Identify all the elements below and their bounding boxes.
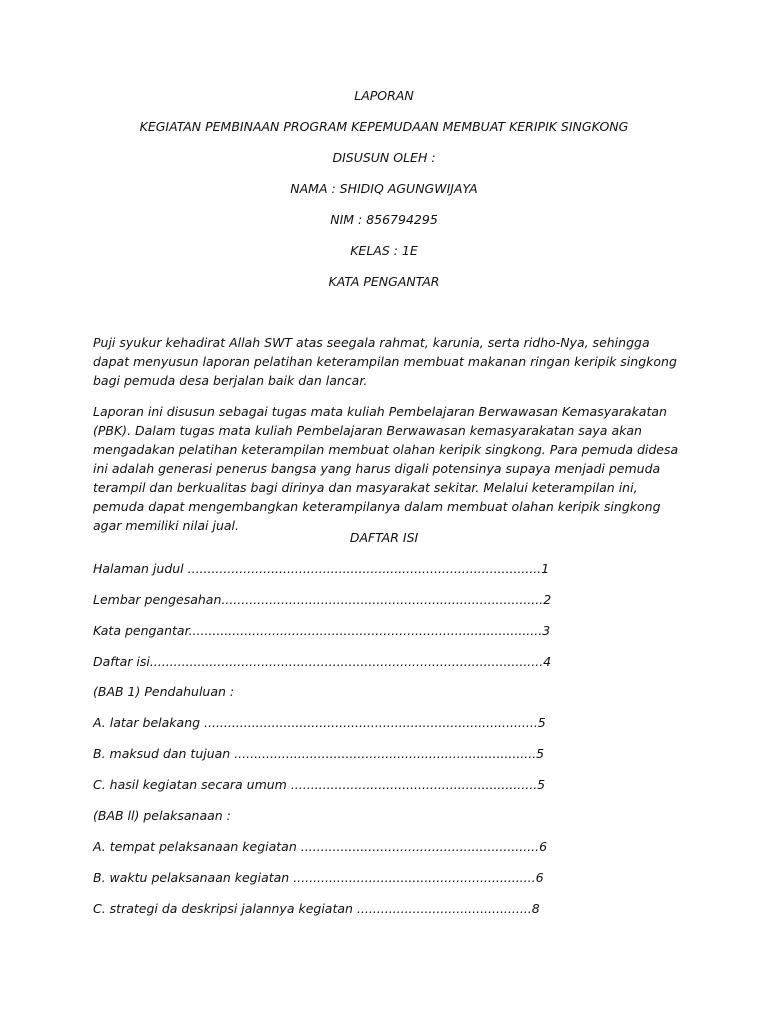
toc-heading: DAFTAR ISI: [349, 530, 419, 545]
foreword-paragraph-1: Puji syukur kehadirat Allah SWT atas seegala rahmat, karunia, serta ridho-Nya, sehingga dapat menyusun laporan pelatihan keterampilan membuat makanan ringan keripik singkong bagi pemuda desa berjalan baik dan lancar.: [93, 335, 677, 388]
toc-chapter-2: (BAB ll) pelaksanaan :: [93, 808, 231, 823]
toc-item-kata-pengantar: Kata pengantar.........................................................................................3: [93, 623, 551, 638]
report-label: LAPORAN: [354, 88, 414, 103]
foreword-paragraph-2: Laporan ini disusun sebagai tugas mata kuliah Pembelajaran Berwawasan Kemasyarakatan (PBK). Dalam tugas mata kuliah Pembelajaran Berwawasan kemasyarakatan saya akan mengadakan pelatihan keterampilan membuat olahan keripik singkong. Para pemuda didesa ini adalah generasi penerus bangsa yang harus digali potensinya supaya menjadi pemuda terampil dan berkualitas bagi dirinya dan masyarakat sekitar. Melalui keterampilan ini, pemuda dapat mengembangkan keterampilanya dalam membuat olahan keripik singkong agar memiliki nilai jual.: [93, 404, 679, 533]
toc-item-lembar-pengesahan: Lembar pengesahan.................................................................................2: [93, 592, 552, 607]
author-name: NAMA : SHIDIQ AGUNGWIJAYA: [290, 181, 478, 196]
toc-chapter-1: (BAB 1) Pendahuluan :: [93, 684, 235, 699]
toc-item-waktu-pelaksanaan: B. waktu pelaksanaan kegiatan .............................................................6: [93, 870, 544, 885]
author-nim: NIM : 856794295: [330, 212, 438, 227]
toc-item-latar-belakang: A. latar belakang ....................................................................................5: [93, 715, 546, 730]
toc-item-halaman-judul: Halaman judul .........................................................................................1: [93, 561, 550, 576]
toc-item-hasil-kegiatan: C. hasil kegiatan secara umum ..............................................................5: [93, 777, 546, 792]
toc-item-daftar-isi: Daftar isi...................................................................................................4: [93, 654, 552, 669]
toc-item-strategi-deskripsi: C. strategi da deskripsi jalannya kegiatan ............................................8: [93, 901, 540, 916]
report-title: KEGIATAN PEMBINAAN PROGRAM KEPEMUDAAN MEMBUAT KERIPIK SINGKONG: [139, 119, 629, 134]
author-class: KELAS : 1E: [350, 243, 418, 258]
foreword-heading: KATA PENGANTAR: [328, 274, 440, 289]
author-label: DISUSUN OLEH :: [332, 150, 436, 165]
toc-item-maksud-tujuan: B. maksud dan tujuan ............................................................................5: [93, 746, 545, 761]
toc-item-tempat-pelaksanaan: A. tempat pelaksanaan kegiatan ............................................................6: [93, 839, 548, 854]
